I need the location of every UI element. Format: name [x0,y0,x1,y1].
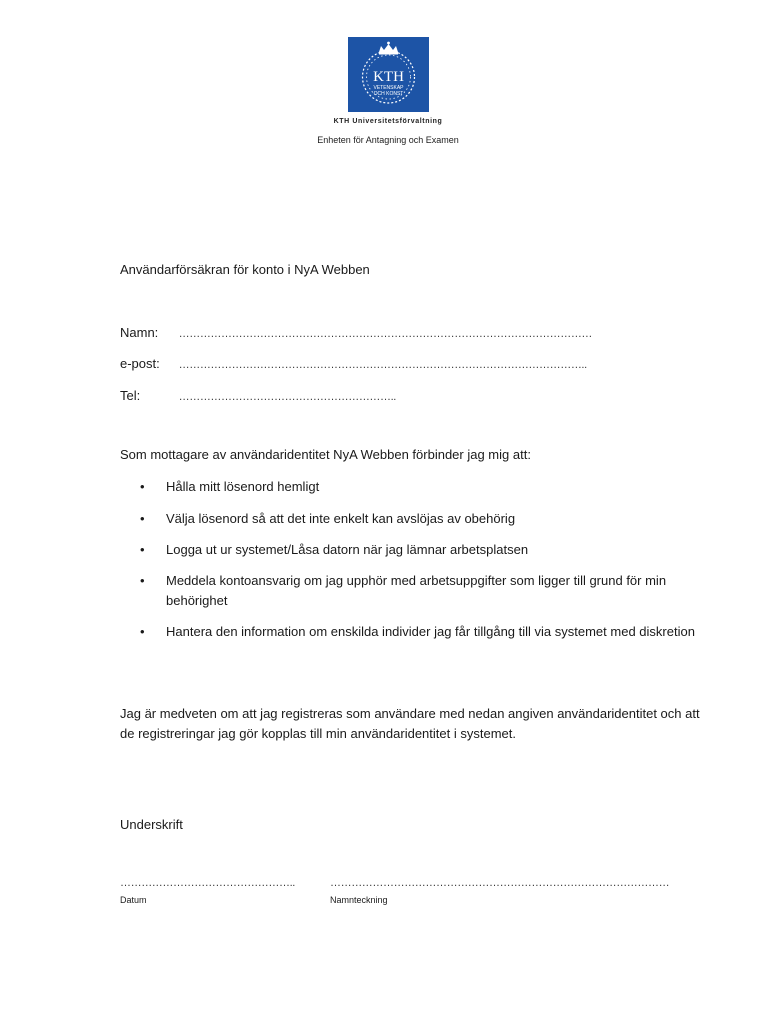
list-item [140,571,700,611]
pledge-item-text: Hålla mitt lösenord hemligt [166,479,320,494]
bullet-icon: • [140,624,145,639]
list-item [140,509,700,529]
pledge-intro: Som mottagare av användaridentitet NyA Webben förbinder jag mig att: [120,447,531,462]
pledge-item-text: Välja lösenord så att det inte enkelt kan avslöjas av obehörig [166,511,516,526]
field-name[interactable] [120,325,592,340]
pledge-item-text: Meddela kontoansvarig om jag upphör med arbetsuppgifter som ligger till grund för min behörighet [166,573,667,608]
field-name-line[interactable]: ……………………………………………………………………………………………………… [178,328,593,340]
list-item [140,477,700,497]
signature-heading: Underskrift [120,817,183,832]
document-title: Användarförsäkran för konto i NyA Webben [120,262,370,277]
organization-name: KTH Universitetsförvaltning [333,118,443,125]
bullet-icon: • [140,479,145,494]
field-email-label: e-post: [120,356,160,371]
unit-name: Enheten för Antagning och Examen [317,135,459,145]
list-item [140,540,700,560]
consent-statement: Jag är medveten om att jag registreras som användare med nedan angiven användaridentitet och att de registreringar jag gör kopplas till min användaridentitet i systemet. [120,706,700,741]
list-item [140,622,700,642]
signature-line[interactable]: …………………………………………………………………………………… [330,877,670,889]
bullet-icon: • [140,511,145,526]
signature-label: Namnteckning [330,895,388,905]
field-phone-label: Tel: [120,388,141,403]
bullet-icon: • [140,573,145,588]
svg-text:OCH KONST: OCH KONST [373,91,404,97]
svg-text:KTH: KTH [373,69,404,85]
field-email[interactable] [120,356,587,371]
bullet-icon: • [140,542,145,557]
field-name-label: Namn: [120,325,159,340]
field-email-line[interactable]: …………………………………………………………………………………………………….. [178,359,587,371]
svg-text:VETENSKAP: VETENSKAP [373,85,404,91]
pledge-item-text: Hantera den information om enskilda individer jag får tillgång till via systemet med diskretion [166,624,695,639]
pledge-item-text: Logga ut ur systemet/Låsa datorn när jag lämnar arbetsplatsen [166,542,529,557]
date-label: Datum [120,895,147,905]
kth-crest-icon [348,37,429,112]
date-line[interactable]: ………………………………………….. [120,877,295,889]
field-phone[interactable] [120,388,396,403]
field-phone-line[interactable]: …………………………………………………….. [178,391,396,403]
kth-logo [348,37,429,112]
